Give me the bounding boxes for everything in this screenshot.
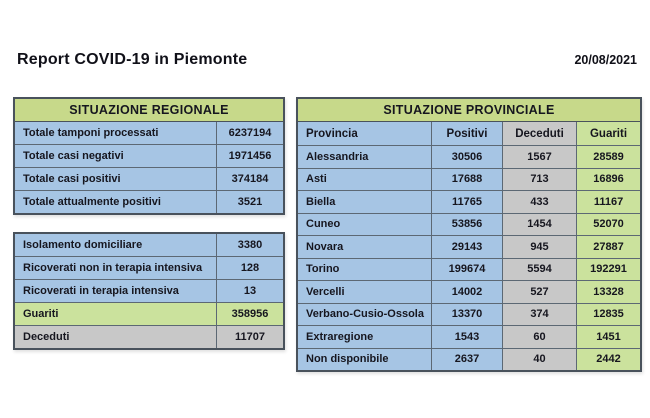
cell-guariti: 192291 xyxy=(577,259,640,281)
cell-provincia: Non disponibile xyxy=(298,349,432,371)
cell-guariti: 13328 xyxy=(577,281,640,303)
row-label: Totale tamponi processati xyxy=(15,122,217,144)
cell-deceduti: 527 xyxy=(503,281,577,303)
row-value: 358956 xyxy=(217,303,283,325)
row-value: 11707 xyxy=(217,326,283,348)
cell-positivi: 11765 xyxy=(432,191,503,213)
provincial-table-title: SITUAZIONE PROVINCIALE xyxy=(298,99,640,122)
cell-provincia: Verbano-Cusio-Ossola xyxy=(298,304,432,326)
cell-deceduti: 945 xyxy=(503,236,577,258)
table-row xyxy=(298,304,640,327)
cell-deceduti: 433 xyxy=(503,191,577,213)
cell-guariti: 52070 xyxy=(577,214,640,236)
page-title: Report COVID-19 in Piemonte xyxy=(17,51,248,68)
cell-deceduti: 60 xyxy=(503,326,577,348)
provincial-table xyxy=(296,97,642,372)
cell-deceduti: 5594 xyxy=(503,259,577,281)
cell-positivi: 1543 xyxy=(432,326,503,348)
cell-provincia: Torino xyxy=(298,259,432,281)
cell-positivi: 14002 xyxy=(432,281,503,303)
cell-deceduti: 1567 xyxy=(503,146,577,168)
cell-guariti: 1451 xyxy=(577,326,640,348)
cell-provincia: Asti xyxy=(298,169,432,191)
table-row xyxy=(15,168,283,191)
table-row xyxy=(298,259,640,282)
table-row xyxy=(15,326,283,348)
cell-deceduti: 40 xyxy=(503,349,577,371)
table-row xyxy=(298,236,640,259)
cell-provincia: Alessandria xyxy=(298,146,432,168)
cell-guariti: 12835 xyxy=(577,304,640,326)
table-row xyxy=(15,145,283,168)
table-row xyxy=(15,191,283,213)
row-label: Isolamento domiciliare xyxy=(15,234,217,256)
cell-guariti: 11167 xyxy=(577,191,640,213)
cell-positivi: 17688 xyxy=(432,169,503,191)
cell-deceduti: 713 xyxy=(503,169,577,191)
cell-guariti: 16896 xyxy=(577,169,640,191)
row-value: 3380 xyxy=(217,234,283,256)
table-row xyxy=(298,191,640,214)
column-header-positivi: Positivi xyxy=(432,122,503,145)
cell-guariti: 27887 xyxy=(577,236,640,258)
table-row xyxy=(298,349,640,371)
row-label: Totale casi negativi xyxy=(15,145,217,167)
cell-positivi: 199674 xyxy=(432,259,503,281)
row-label: Deceduti xyxy=(15,326,217,348)
row-value: 1971456 xyxy=(217,145,283,167)
table-row xyxy=(15,303,283,326)
table-row xyxy=(15,122,283,145)
cell-guariti: 2442 xyxy=(577,349,640,371)
table-row xyxy=(298,146,640,169)
row-label: Ricoverati in terapia intensiva xyxy=(15,280,217,302)
row-value: 3521 xyxy=(217,191,283,213)
table-row xyxy=(298,214,640,237)
column-header-row xyxy=(298,122,640,146)
row-value: 128 xyxy=(217,257,283,279)
cell-positivi: 2637 xyxy=(432,349,503,371)
column-header-guariti: Guariti xyxy=(577,122,640,145)
cell-guariti: 28589 xyxy=(577,146,640,168)
report-date: 20/08/2021 xyxy=(574,53,637,67)
table-row xyxy=(298,281,640,304)
column-header-provincia: Provincia xyxy=(298,122,432,145)
cell-positivi: 30506 xyxy=(432,146,503,168)
table-row xyxy=(15,234,283,257)
regional-table xyxy=(13,97,285,215)
row-label: Ricoverati non in terapia intensiva xyxy=(15,257,217,279)
cell-provincia: Novara xyxy=(298,236,432,258)
row-value: 374184 xyxy=(217,168,283,190)
table-row xyxy=(15,280,283,303)
table-row xyxy=(298,169,640,192)
table-row xyxy=(298,326,640,349)
cell-positivi: 53856 xyxy=(432,214,503,236)
cell-provincia: Vercelli xyxy=(298,281,432,303)
cell-provincia: Extraregione xyxy=(298,326,432,348)
cell-positivi: 29143 xyxy=(432,236,503,258)
regional-table-title: SITUAZIONE REGIONALE xyxy=(15,99,283,122)
row-value: 13 xyxy=(217,280,283,302)
row-label: Totale casi positivi xyxy=(15,168,217,190)
cell-positivi: 13370 xyxy=(432,304,503,326)
row-value: 6237194 xyxy=(217,122,283,144)
row-label: Guariti xyxy=(15,303,217,325)
cell-deceduti: 374 xyxy=(503,304,577,326)
table-row xyxy=(15,257,283,280)
cell-deceduti: 1454 xyxy=(503,214,577,236)
row-label: Totale attualmente positivi xyxy=(15,191,217,213)
column-header-deceduti: Deceduti xyxy=(503,122,577,145)
cell-provincia: Cuneo xyxy=(298,214,432,236)
cell-provincia: Biella xyxy=(298,191,432,213)
status-table xyxy=(13,232,285,350)
